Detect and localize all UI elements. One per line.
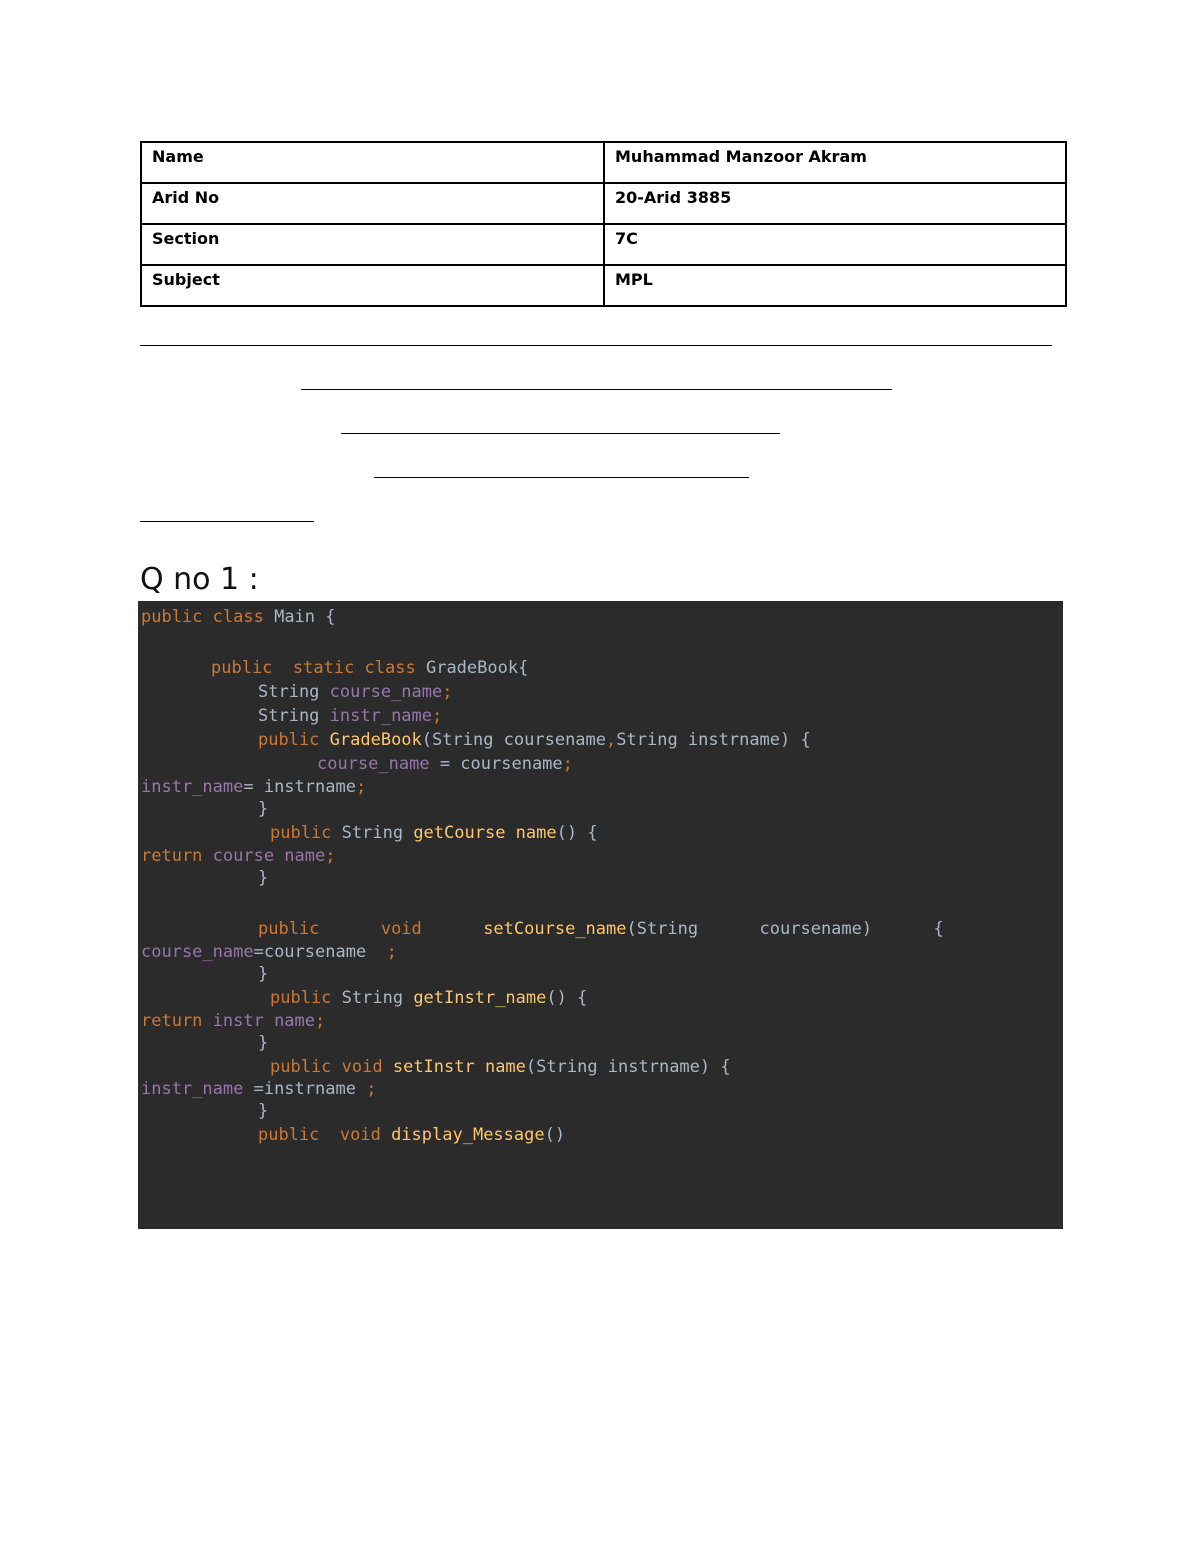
code-token: } xyxy=(258,799,269,819)
code-token: course_name xyxy=(329,682,443,702)
code-line xyxy=(141,1078,376,1100)
code-line xyxy=(211,657,528,679)
code-token: getInstr_name xyxy=(413,988,547,1008)
code-token: (String instrname) { xyxy=(525,1057,731,1077)
code-token: class xyxy=(364,658,426,678)
code-token: Main xyxy=(274,607,326,627)
code-token: =coursename xyxy=(253,942,387,962)
table-row xyxy=(141,183,1066,224)
code-token: { xyxy=(325,607,336,627)
code-token: (String coursename xyxy=(421,730,607,750)
table-row xyxy=(141,142,1066,183)
code-token: course_name xyxy=(141,942,254,962)
divider-rule xyxy=(341,433,780,434)
code-line xyxy=(270,987,587,1009)
code-token: =instrname xyxy=(253,1079,367,1099)
code-token: void xyxy=(339,1125,392,1145)
divider-rule xyxy=(140,521,314,522)
code-token: class xyxy=(212,607,275,627)
code-token: ; xyxy=(432,706,443,726)
arid-no-value: 20-Arid 3885 xyxy=(604,183,1066,224)
code-token: = instrname xyxy=(243,777,356,797)
code-token: = coursename xyxy=(439,754,563,774)
code-token: public xyxy=(270,823,342,843)
code-token: instr_name xyxy=(329,706,433,726)
code-line xyxy=(258,1124,565,1146)
code-token: ; xyxy=(315,1011,326,1031)
code-token: ; xyxy=(355,777,367,797)
code-line xyxy=(258,963,268,985)
code-line xyxy=(258,1032,268,1054)
divider-rule xyxy=(374,477,749,478)
subject-label: Subject xyxy=(141,265,604,306)
table-row xyxy=(141,265,1066,306)
code-line xyxy=(258,798,268,820)
code-line xyxy=(258,729,811,751)
code-token: } xyxy=(258,868,269,888)
code-token: public xyxy=(270,988,342,1008)
code-token: public xyxy=(141,607,213,627)
code-token: , xyxy=(606,730,617,750)
code-line xyxy=(141,1010,325,1032)
name-label: Name xyxy=(141,142,604,183)
code-line xyxy=(317,753,573,775)
subject-value: MPL xyxy=(604,265,1066,306)
code-token: GradeBook{ xyxy=(425,658,529,678)
code-token: static xyxy=(292,658,365,678)
code-token: String xyxy=(341,988,414,1008)
code-line xyxy=(258,705,442,727)
code-token: instr_name xyxy=(141,777,244,797)
code-token: instr name xyxy=(212,1011,316,1031)
code-token: () xyxy=(544,1125,566,1145)
code-line xyxy=(141,941,397,963)
code-token: setCourse_name xyxy=(483,919,627,939)
table-row xyxy=(141,224,1066,265)
code-token: getCourse name xyxy=(413,823,557,843)
section-label: Section xyxy=(141,224,604,265)
code-token: ; xyxy=(366,1079,377,1099)
code-line xyxy=(258,1100,268,1122)
code-token: } xyxy=(258,1033,269,1053)
code-token: void xyxy=(380,919,484,939)
code-line xyxy=(270,822,598,844)
code-token: ; xyxy=(442,682,453,702)
code-token: void xyxy=(341,1057,393,1077)
code-token: String xyxy=(258,706,330,726)
code-token: course_name xyxy=(317,754,440,774)
code-token: public xyxy=(211,658,293,678)
code-token: ; xyxy=(325,846,336,866)
code-token: ; xyxy=(562,754,573,774)
code-token: course name xyxy=(212,846,326,866)
code-token: public xyxy=(258,919,381,939)
code-token: String xyxy=(258,682,330,702)
code-line xyxy=(258,867,268,889)
code-token: display_Message xyxy=(391,1125,545,1145)
code-line xyxy=(270,1056,731,1078)
arid-no-label: Arid No xyxy=(141,183,604,224)
code-line xyxy=(141,776,366,798)
code-line xyxy=(258,681,453,703)
code-token: public xyxy=(258,730,330,750)
code-token: (String coursename) { xyxy=(626,919,944,939)
question-heading: Q no 1 : xyxy=(140,562,259,597)
section-value: 7C xyxy=(604,224,1066,265)
code-token: } xyxy=(258,964,269,984)
code-token: GradeBook xyxy=(329,730,422,750)
divider-rule xyxy=(301,389,892,390)
code-token: () { xyxy=(546,988,588,1008)
code-token: instr_name xyxy=(141,1079,254,1099)
code-token: ; xyxy=(386,942,397,962)
code-line xyxy=(141,606,336,628)
code-token: return xyxy=(141,1011,213,1031)
code-block xyxy=(138,601,1063,1229)
code-token: } xyxy=(258,1101,269,1121)
code-line xyxy=(141,845,336,867)
divider-rule xyxy=(140,345,1052,346)
code-token: public xyxy=(258,1125,340,1145)
student-info-table xyxy=(140,141,1067,307)
name-value: Muhammad Manzoor Akram xyxy=(604,142,1066,183)
code-token: String xyxy=(341,823,414,843)
code-token: setInstr name xyxy=(392,1057,526,1077)
code-token: public xyxy=(270,1057,342,1077)
code-token: return xyxy=(141,846,213,866)
code-line xyxy=(258,918,944,940)
code-token: String instrname) { xyxy=(616,730,811,750)
code-token: () { xyxy=(556,823,598,843)
